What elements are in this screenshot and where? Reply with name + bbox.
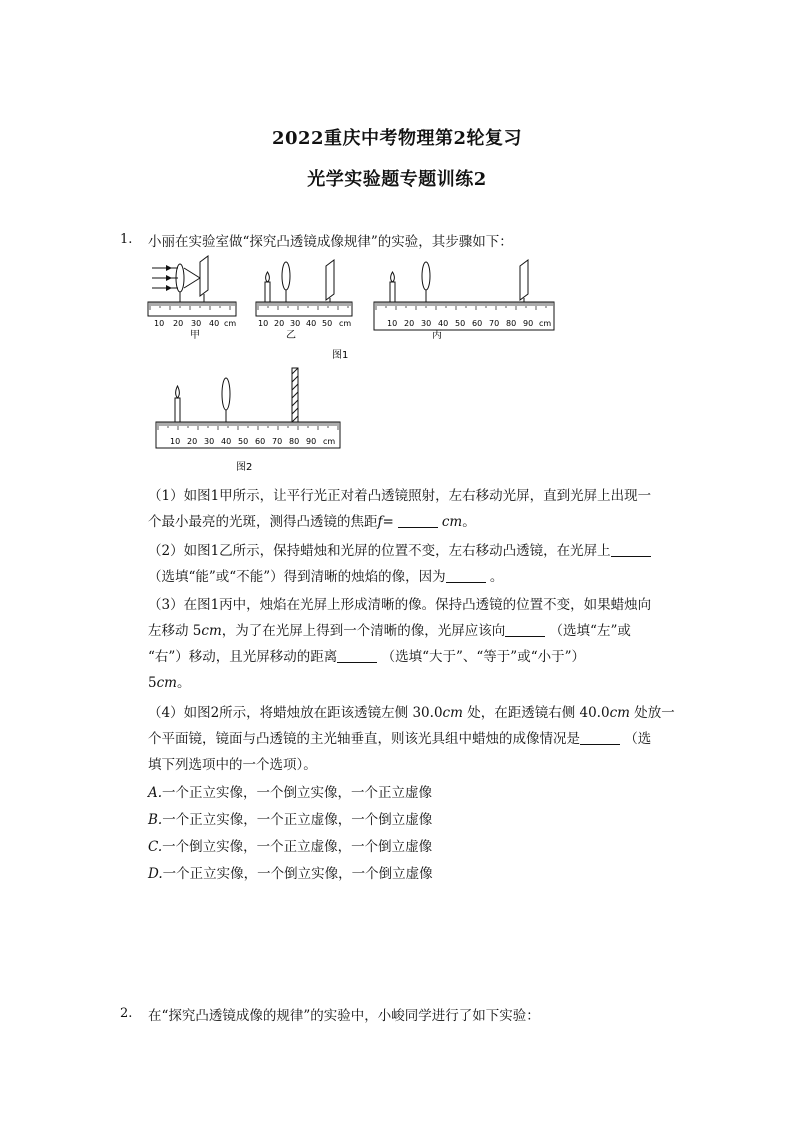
fig-label-bing: 丙 [432,330,442,341]
tick-label: cm [539,319,552,328]
option-key: C. [148,839,163,855]
tick-label: 90 [523,319,534,328]
fig1-jia [148,256,236,341]
tick-label: 60 [255,437,266,446]
tick-label: 40 [209,319,220,328]
convex-lens [422,262,430,290]
q1-part1-line1: （1）如图1甲所示，让平行光正对着凸透镜照射，左右移动光屏，直到光屏上出现一 [148,488,652,504]
candle [265,282,270,302]
focal-symbol: f [377,514,383,530]
q1-part1-line2 [148,512,676,532]
tick-label: cm [323,437,336,446]
text: 。 [176,675,191,691]
q1-part3-line3 [148,647,676,667]
option-text: 一个正立实像，一个倒立实像，一个倒立虚像 [162,866,433,882]
unit: cm [442,705,463,721]
q1-part3-line4 [148,673,676,693]
figure-2 [150,364,350,474]
light-screen [200,256,208,296]
convex-lens [222,378,230,410]
q1-part4-line2 [148,729,676,749]
figure-1 [140,252,570,364]
text: （选填“左”或 [545,623,631,639]
tick-label: 10 [387,319,398,328]
question-2-number: 2. [120,1006,133,1021]
candle [175,398,180,422]
tick-label: 70 [272,437,283,446]
unit: cm [441,514,463,530]
tick-label: 30 [191,319,202,328]
fig-label-jia: 甲 [190,330,200,341]
q1-part2-line2 [148,567,676,587]
tick-label: 30 [290,319,301,328]
text: 5 [148,675,157,691]
question-2-stem: 在“探究凸透镜成像的规律”的实验中，小峻同学进行了如下实验： [148,1008,540,1024]
tick-label: 30 [421,319,432,328]
text: = [382,514,394,530]
text: 。 [462,514,476,530]
text: （2）如图1乙所示，保持蜡烛和光屏的位置不变，左右移动凸透镜，在光屏上 [148,543,611,559]
tick-label: 20 [274,319,285,328]
figure-1-caption: 图1 [332,350,349,361]
tick-label: 40 [306,319,317,328]
q1-part4-line3: 填下列选项中的一个选项）。 [148,757,317,773]
option-key: A. [148,785,163,801]
unit: cm [201,623,222,639]
answer-blank[interactable] [446,568,486,583]
candle [390,282,395,302]
answer-blank[interactable] [611,542,651,557]
text: 处，在距透镜右侧 40.0 [462,705,610,721]
text: ，为了在光屏上得到一个清晰的像，光屏应该向 [221,623,506,639]
option-text: 一个倒立实像，一个正立虚像，一个倒立虚像 [162,839,433,855]
tick-label: 50 [455,319,466,328]
figure-2-caption: 图2 [236,462,253,473]
text: （选填“大于”、“等于”或“小于”） [377,649,586,665]
text: （4）如图2所示，将蜡烛放在距该透镜左侧 30.0 [148,705,443,721]
tick-label: 90 [306,437,317,446]
text: 处放一 [629,705,675,721]
text: 。 [485,569,504,585]
q1-part2-line1 [148,541,676,561]
text: 左移动 5 [148,623,202,639]
tick-label: 70 [489,319,500,328]
tick-label: 10 [170,437,181,446]
option-key: B. [148,812,163,828]
tick-label: 60 [472,319,483,328]
text: “右”）移动，且光屏移动的距离 [148,649,338,665]
text: 个平面镜，镜面与凸透镜的主光轴垂直，则该光具组中蜡烛的成像情况是 [148,731,580,747]
tick-label: 40 [221,437,232,446]
fig1-bing [374,260,554,341]
fig1-yi [256,260,352,341]
tick-label: 30 [204,437,215,446]
text: （选 [620,731,652,747]
tick-label: 50 [322,319,333,328]
option-a[interactable] [148,783,676,803]
q1-part3-line2 [148,621,676,641]
convex-lens [282,262,290,290]
plane-mirror [292,368,298,422]
text: 个最小最亮的光斑，测得凸透镜的焦距 [148,514,378,530]
unit: cm [609,705,630,721]
answer-blank[interactable] [337,648,377,663]
tick-label: 80 [506,319,517,328]
option-key: D. [148,866,163,882]
tick-label: cm [339,319,352,328]
option-text: 一个正立实像，一个倒立实像，一个正立虚像 [162,785,433,801]
tick-label: 10 [258,319,269,328]
answer-blank[interactable] [580,730,620,745]
light-screen [520,260,528,300]
option-b[interactable] [148,810,676,830]
question-1-stem: 小丽在实验室做“探究凸透镜成像规律”的实验，其步骤如下： [148,234,513,250]
fig-label-yi: 乙 [286,330,296,341]
document-title: 2022重庆中考物理第2轮复习 [271,128,523,149]
tick-label: 20 [404,319,415,328]
text: （选填“能”或“不能”）得到清晰的烛焰的像，因为 [148,569,446,585]
answer-blank[interactable] [398,513,438,528]
tick-label: 50 [238,437,249,446]
unit: cm [156,675,177,691]
tick-label: 40 [438,319,449,328]
q1-part4-line1 [148,703,676,723]
answer-blank[interactable] [505,622,545,637]
tick-label: 10 [154,319,165,328]
tick-label: cm [224,319,237,328]
tick-label: 20 [173,319,184,328]
option-d[interactable] [148,864,676,884]
document-subtitle: 光学实验题专题训练2 [307,169,487,190]
tick-label: 20 [187,437,198,446]
tick-label: 80 [289,437,300,446]
option-text: 一个正立实像，一个正立虚像，一个倒立虚像 [162,812,433,828]
option-c[interactable] [148,837,676,857]
q1-part3-line1: （3）在图1丙中，烛焰在光屏上形成清晰的像。保持凸透镜的位置不变，如果蜡烛向 [148,597,652,613]
light-screen [326,260,334,300]
question-1-number: 1. [120,232,133,247]
